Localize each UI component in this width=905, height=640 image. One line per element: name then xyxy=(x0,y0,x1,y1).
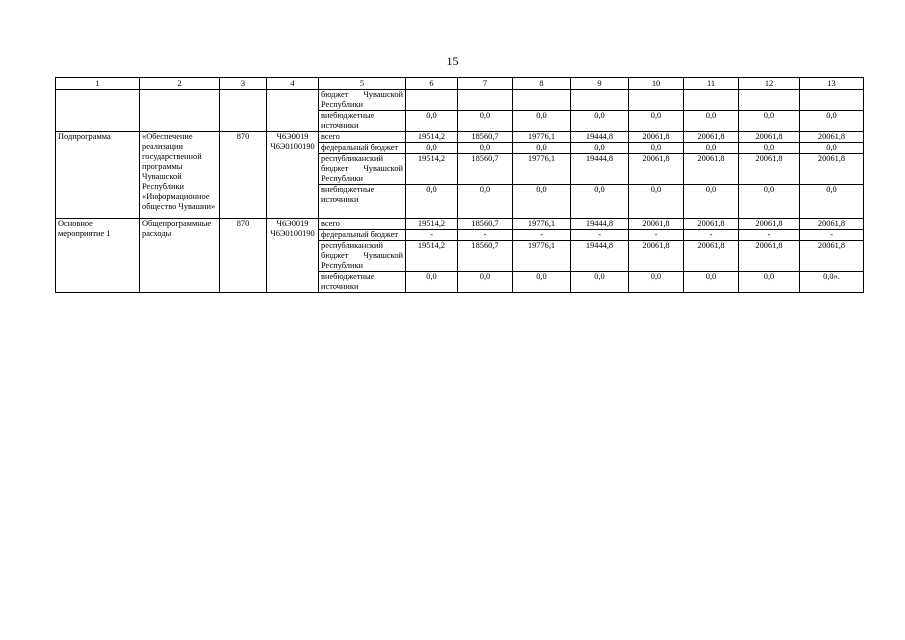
value-cell: 0,0 xyxy=(739,111,800,132)
value-cell: 19776,1 xyxy=(513,154,571,185)
target-article-code: Ч6Э0100190 xyxy=(270,229,315,238)
value-cell: - xyxy=(458,230,513,241)
grbs-cell: 870 xyxy=(220,132,267,219)
status-cell: Основное мероприятие 1 xyxy=(56,219,140,293)
value-cell: - xyxy=(684,230,739,241)
value-cell: 20061,8 xyxy=(800,241,864,272)
column-number: 6 xyxy=(406,78,458,90)
column-number: 9 xyxy=(571,78,629,90)
column-number: 7 xyxy=(458,78,513,90)
target-article-code: Ч6Э0019 xyxy=(276,132,309,141)
column-number: 12 xyxy=(739,78,800,90)
value-cell: - xyxy=(800,230,864,241)
value-cell: 18560,7 xyxy=(458,154,513,185)
column-number: 3 xyxy=(220,78,267,90)
column-number: 13 xyxy=(800,78,864,90)
source-cell: внебюджетные источники xyxy=(319,185,406,219)
value-cell: 0,0 xyxy=(739,272,800,293)
value-cell: 0,0 xyxy=(513,111,571,132)
value-cell xyxy=(571,90,629,111)
source-cell: федеральный бюджет xyxy=(319,230,406,241)
budget-table xyxy=(55,77,864,293)
value-cell: 0,0 xyxy=(513,185,571,219)
value-cell: 0,0 xyxy=(684,111,739,132)
value-cell: 20061,8 xyxy=(800,154,864,185)
column-number: 8 xyxy=(513,78,571,90)
value-cell: 0,0 xyxy=(800,111,864,132)
value-cell: 19444,8 xyxy=(571,154,629,185)
value-cell: - xyxy=(406,230,458,241)
value-cell: 0,0 xyxy=(629,143,684,154)
value-cell: 18560,7 xyxy=(458,132,513,143)
source-cell: республиканский бюджет Чувашской Республики xyxy=(319,241,406,272)
source-cell: республиканский бюджет Чувашской Республики xyxy=(319,154,406,185)
value-cell: 0,0 xyxy=(800,143,864,154)
value-cell: 0,0 xyxy=(571,185,629,219)
table-row xyxy=(56,90,864,111)
value-cell: - xyxy=(629,230,684,241)
value-cell: 0,0 xyxy=(684,185,739,219)
value-cell: 20061,8 xyxy=(684,219,739,230)
source-cell: всего xyxy=(319,132,406,143)
table-row xyxy=(56,219,864,230)
value-cell: - xyxy=(513,230,571,241)
code-cell xyxy=(267,90,319,132)
value-cell: 19444,8 xyxy=(571,241,629,272)
value-cell: 0,0 xyxy=(571,111,629,132)
value-cell: 0,0 xyxy=(406,272,458,293)
value-cell: 20061,8 xyxy=(684,154,739,185)
value-cell: 18560,7 xyxy=(458,241,513,272)
value-cell: 0,0 xyxy=(571,272,629,293)
target-article-code: Ч6Э0100190 xyxy=(270,142,315,151)
value-cell: 20061,8 xyxy=(739,132,800,143)
source-cell: бюджет Чувашской Республики xyxy=(319,90,406,111)
value-cell xyxy=(406,90,458,111)
value-cell: 20061,8 xyxy=(629,219,684,230)
value-cell: 0,0». xyxy=(800,272,864,293)
value-cell: 19776,1 xyxy=(513,132,571,143)
column-number: 1 xyxy=(56,78,140,90)
value-cell: 20061,8 xyxy=(739,219,800,230)
value-cell: 18560,7 xyxy=(458,219,513,230)
target-article-code: Ч6Э0019 xyxy=(276,219,309,228)
value-cell: 0,0 xyxy=(800,185,864,219)
column-number: 10 xyxy=(629,78,684,90)
value-cell xyxy=(458,90,513,111)
name-cell: «Обеспечение реализации государственной программы Чувашской Республики «Информационное общество Чувашии» xyxy=(140,132,220,219)
source-cell: федеральный бюджет xyxy=(319,143,406,154)
value-cell: 0,0 xyxy=(684,272,739,293)
value-cell: 20061,8 xyxy=(684,132,739,143)
name-cell: Общепрограммные расходы xyxy=(140,219,220,293)
page-number: 15 xyxy=(446,54,459,68)
name-cell xyxy=(140,90,220,132)
value-cell: - xyxy=(739,230,800,241)
value-cell: 0,0 xyxy=(406,185,458,219)
value-cell: 20061,8 xyxy=(800,132,864,143)
source-cell: внебюджетные источники xyxy=(319,111,406,132)
value-cell: 0,0 xyxy=(629,185,684,219)
status-cell xyxy=(56,90,140,132)
value-cell: 20061,8 xyxy=(629,132,684,143)
status-cell: Подпрограмма xyxy=(56,132,140,219)
value-cell xyxy=(629,90,684,111)
value-cell: 0,0 xyxy=(739,185,800,219)
value-cell: 19444,8 xyxy=(571,219,629,230)
grbs-cell: 870 xyxy=(220,219,267,293)
value-cell: 19514,2 xyxy=(406,154,458,185)
column-number: 5 xyxy=(319,78,406,90)
value-cell: 20061,8 xyxy=(629,241,684,272)
column-number: 11 xyxy=(684,78,739,90)
value-cell: 0,0 xyxy=(513,143,571,154)
value-cell: 20061,8 xyxy=(739,241,800,272)
value-cell: 0,0 xyxy=(571,143,629,154)
value-cell xyxy=(513,90,571,111)
value-cell: 0,0 xyxy=(458,111,513,132)
value-cell: 0,0 xyxy=(739,143,800,154)
value-cell: - xyxy=(571,230,629,241)
grbs-cell xyxy=(220,90,267,132)
value-cell: 0,0 xyxy=(458,272,513,293)
code-cell xyxy=(267,219,319,293)
column-number: 4 xyxy=(267,78,319,90)
column-number-row xyxy=(56,78,864,90)
column-number: 2 xyxy=(140,78,220,90)
value-cell: 0,0 xyxy=(406,111,458,132)
value-cell: 0,0 xyxy=(458,185,513,219)
value-cell: 20061,8 xyxy=(684,241,739,272)
value-cell: 19776,1 xyxy=(513,219,571,230)
value-cell: 19776,1 xyxy=(513,241,571,272)
code-cell xyxy=(267,132,319,219)
value-cell: 20061,8 xyxy=(800,219,864,230)
value-cell: 0,0 xyxy=(406,143,458,154)
value-cell: 19444,8 xyxy=(571,132,629,143)
source-cell: внебюджетные источники xyxy=(319,272,406,293)
value-cell: 20061,8 xyxy=(739,154,800,185)
value-cell: 20061,8 xyxy=(629,154,684,185)
table-row xyxy=(56,132,864,143)
value-cell: 0,0 xyxy=(629,272,684,293)
value-cell: 0,0 xyxy=(684,143,739,154)
value-cell: 0,0 xyxy=(513,272,571,293)
value-cell: 0,0 xyxy=(458,143,513,154)
value-cell: 0,0 xyxy=(629,111,684,132)
value-cell: 19514,2 xyxy=(406,241,458,272)
value-cell xyxy=(684,90,739,111)
value-cell xyxy=(800,90,864,111)
value-cell xyxy=(739,90,800,111)
value-cell: 19514,2 xyxy=(406,132,458,143)
source-cell: всего xyxy=(319,219,406,230)
value-cell: 19514,2 xyxy=(406,219,458,230)
